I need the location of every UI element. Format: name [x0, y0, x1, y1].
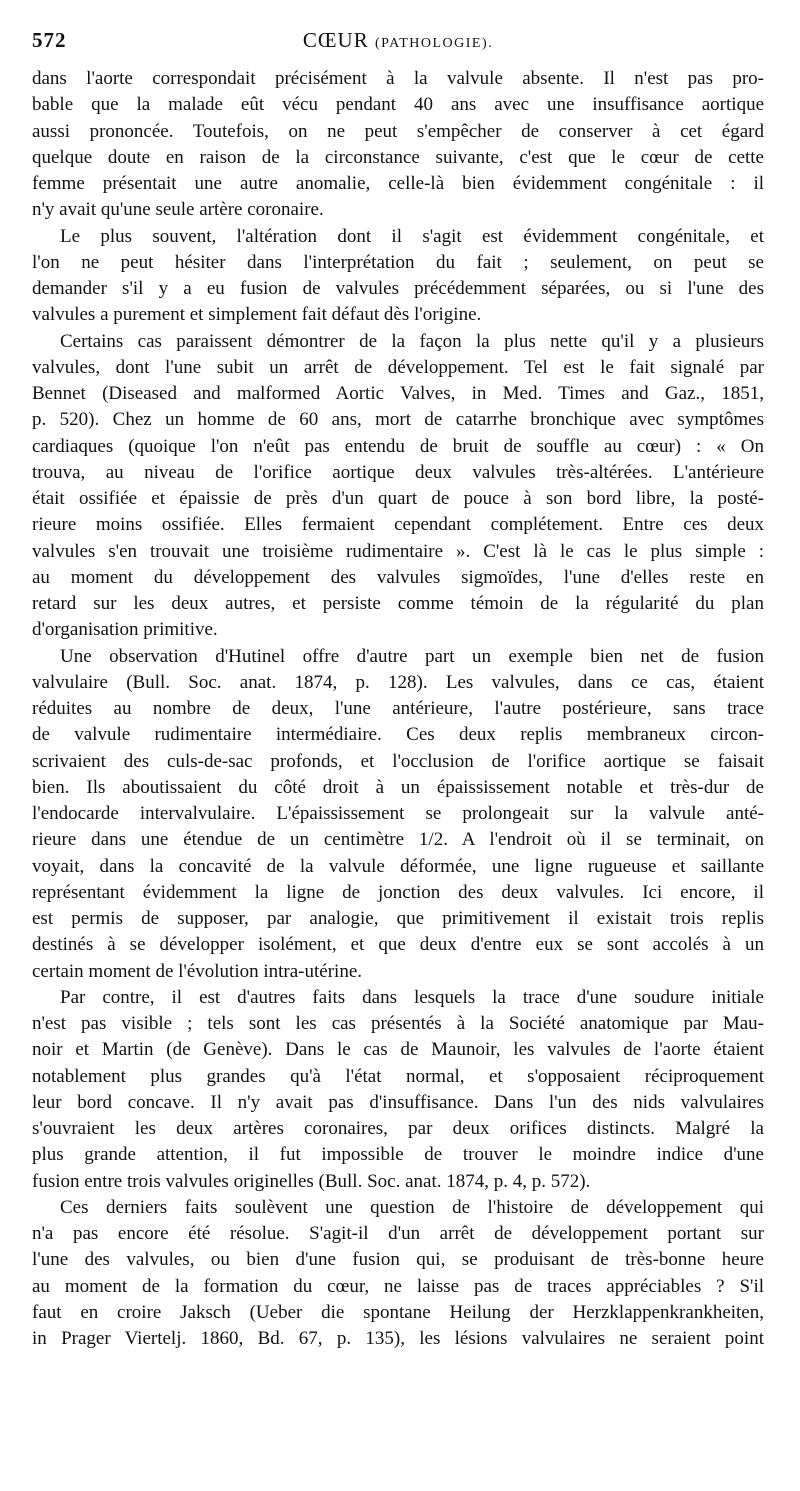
text-line: n'est pas visible ; tels sont les cas présentés à la Société anatomique par Mau- — [32, 1013, 764, 1034]
text-line: demander s'il y a eu fusion de valvules précédemment séparées, ou si l'une des — [32, 278, 764, 299]
text-line: valvules s'en trouvait une troisième rudimentaire ». C'est là le cas le plus simple : — [32, 540, 764, 562]
text-line: destinés à se développer isolément, et que deux d'entre eux se sont accolés à un — [32, 934, 764, 956]
text-line: noir et Martin (de Genève). Dans le cas de Maunoir, les valvules de l'aorte étaient — [32, 1039, 764, 1061]
text-line: d'organisation primitive. — [32, 619, 218, 641]
text-line: au moment de la formation du cœur, ne laisse pas de traces appréciables ? S'il — [32, 1275, 764, 1297]
text-line: Par contre, il est d'autres faits dans lesquels la trace d'une soudure initiale — [60, 986, 764, 1008]
text-line: rieure moins ossifiée. Elles fermaient cependant complétement. Entre ces deux — [32, 514, 764, 536]
text-line: Bennet (Diseased and malformed Aortic Valves, in Med. Times and Gaz., 1851, — [32, 383, 764, 404]
text-line: cardiaques (quoique l'on n'eût pas entendu de bruit de souffle au cœur) : « On — [32, 435, 764, 457]
page-header — [32, 28, 764, 64]
text-line: femme présentait une autre anomalie, celle-là bien évidemment congénitale : il — [32, 173, 764, 194]
body-text — [32, 66, 764, 1352]
text-line: leur bord concave. Il n'y avait pas d'insuffisance. Dans l'un des nids valvulaires — [32, 1091, 764, 1113]
text-line: Une observation d'Hutinel offre d'autre part un exemple bien net de fusion — [60, 645, 764, 667]
text-line: in Prager Viertelj. 1860, Bd. 67, p. 135), les lésions valvulaires ne seraient point — [32, 1328, 764, 1349]
text-line: Certains cas paraissent démontrer de la façon la plus nette qu'il y a plusieurs — [60, 330, 764, 352]
text-line: n'y avait qu'une seule artère coronaire. — [32, 199, 324, 221]
text-line: l'une des valvules, ou bien d'une fusion qui, se produisant de très-bonne heure — [32, 1249, 764, 1271]
text-line: faut en croire Jaksch (Ueber die spontane Heilung der Herzklappenkrankheiten, — [32, 1301, 764, 1323]
text-line: était ossifiée et épaissie de près d'un quart de pouce à son bord libre, la posté- — [32, 488, 764, 509]
running-title-subtitle: (PATHOLOGIE). — [374, 36, 494, 51]
text-line: certain moment de l'évolution intra-utérine. — [32, 960, 363, 982]
text-line: l'endocarde intervalvulaire. L'épaississement se prolongeait sur la valvule anté- — [32, 803, 764, 824]
text-line: scrivaient des culs-de-sac profonds, et l'occlusion de l'orifice aortique se faisait — [32, 750, 764, 772]
text-line: s'ouvraient les deux artères coronaires, par deux orifices distincts. Malgré la — [32, 1118, 764, 1139]
text-line: notablement plus grandes qu'à l'état normal, et s'opposaient réciproquement — [32, 1065, 764, 1087]
text-line: de valvule rudimentaire intermédiaire. Ces deux replis membraneux circon- — [32, 724, 764, 746]
text-line: p. 520). Chez un homme de 60 ans, mort de catarrhe bronchique avec symptômes — [32, 409, 764, 431]
text-line: Ces derniers faits soulèvent une question de l'histoire de développement qui — [60, 1196, 764, 1218]
text-line: trouva, au niveau de l'orifice aortique deux valvules très-altérées. L'antérieure — [32, 461, 764, 483]
text-line: voyait, dans la concavité de la valvule déformée, une ligne rugueuse et saillante — [32, 855, 764, 877]
page-number: 572 — [32, 28, 67, 52]
text-line: bien. Ils aboutissaient du côté droit à un épaississement notable et très-dur de — [32, 776, 764, 798]
text-line: dans l'aorte correspondait précisément à la valvule absente. Il n'est pas pro- — [32, 68, 764, 89]
text-line: est permis de supposer, par analogie, que primitivement il existait trois replis — [32, 908, 764, 929]
text-line: quelque doute en raison de la circonstance suivante, c'est que le cœur de cette — [32, 146, 764, 168]
text-line: valvules a purement et simplement fait défaut dès l'origine. — [32, 304, 482, 326]
text-line: représentant évidemment la ligne de jonction des deux valvules. Ici encore, il — [32, 881, 764, 903]
text-line: rieure dans une étendue de un centimètre 1/2. A l'endroit où il se terminait, on — [32, 829, 764, 851]
text-line: Le plus souvent, l'altération dont il s'agit est évidemment congénitale, et — [60, 225, 764, 247]
text-line: n'a pas encore été résolue. S'agit-il d'un arrêt de développement portant sur — [32, 1223, 764, 1244]
text-line: aussi prononcée. Toutefois, on ne peut s'empêcher de conserver à cet égard — [32, 120, 764, 142]
text-line: fusion entre trois valvules originelles (Bull. Soc. anat. 1874, p. 4, p. 572). — [32, 1170, 591, 1192]
text-line: bable que la malade eût vécu pendant 40 ans avec une insuffisance aortique — [32, 94, 764, 116]
text-line: au moment du développement des valvules sigmoïdes, l'une d'elles reste en — [32, 566, 764, 588]
text-line: plus grande attention, il fut impossible de trouver le moindre indice d'une — [32, 1144, 764, 1166]
text-line: réduites au nombre de deux, l'une antérieure, l'autre postérieure, sans trace — [32, 698, 764, 719]
running-title-main: CŒUR — [302, 28, 369, 52]
running-title — [32, 28, 764, 53]
text-line: l'on ne peut hésiter dans l'interprétation du fait ; seulement, on peut se — [32, 251, 764, 273]
text-line: valvules, dont l'une subit un arrêt de développement. Tel est le fait signalé par — [32, 356, 764, 378]
text-line: retard sur les deux autres, et persiste comme témoin de la régularité du plan — [32, 593, 764, 614]
text-line: valvulaire (Bull. Soc. anat. 1874, p. 128). Les valvules, dans ce cas, étaient — [32, 671, 764, 693]
